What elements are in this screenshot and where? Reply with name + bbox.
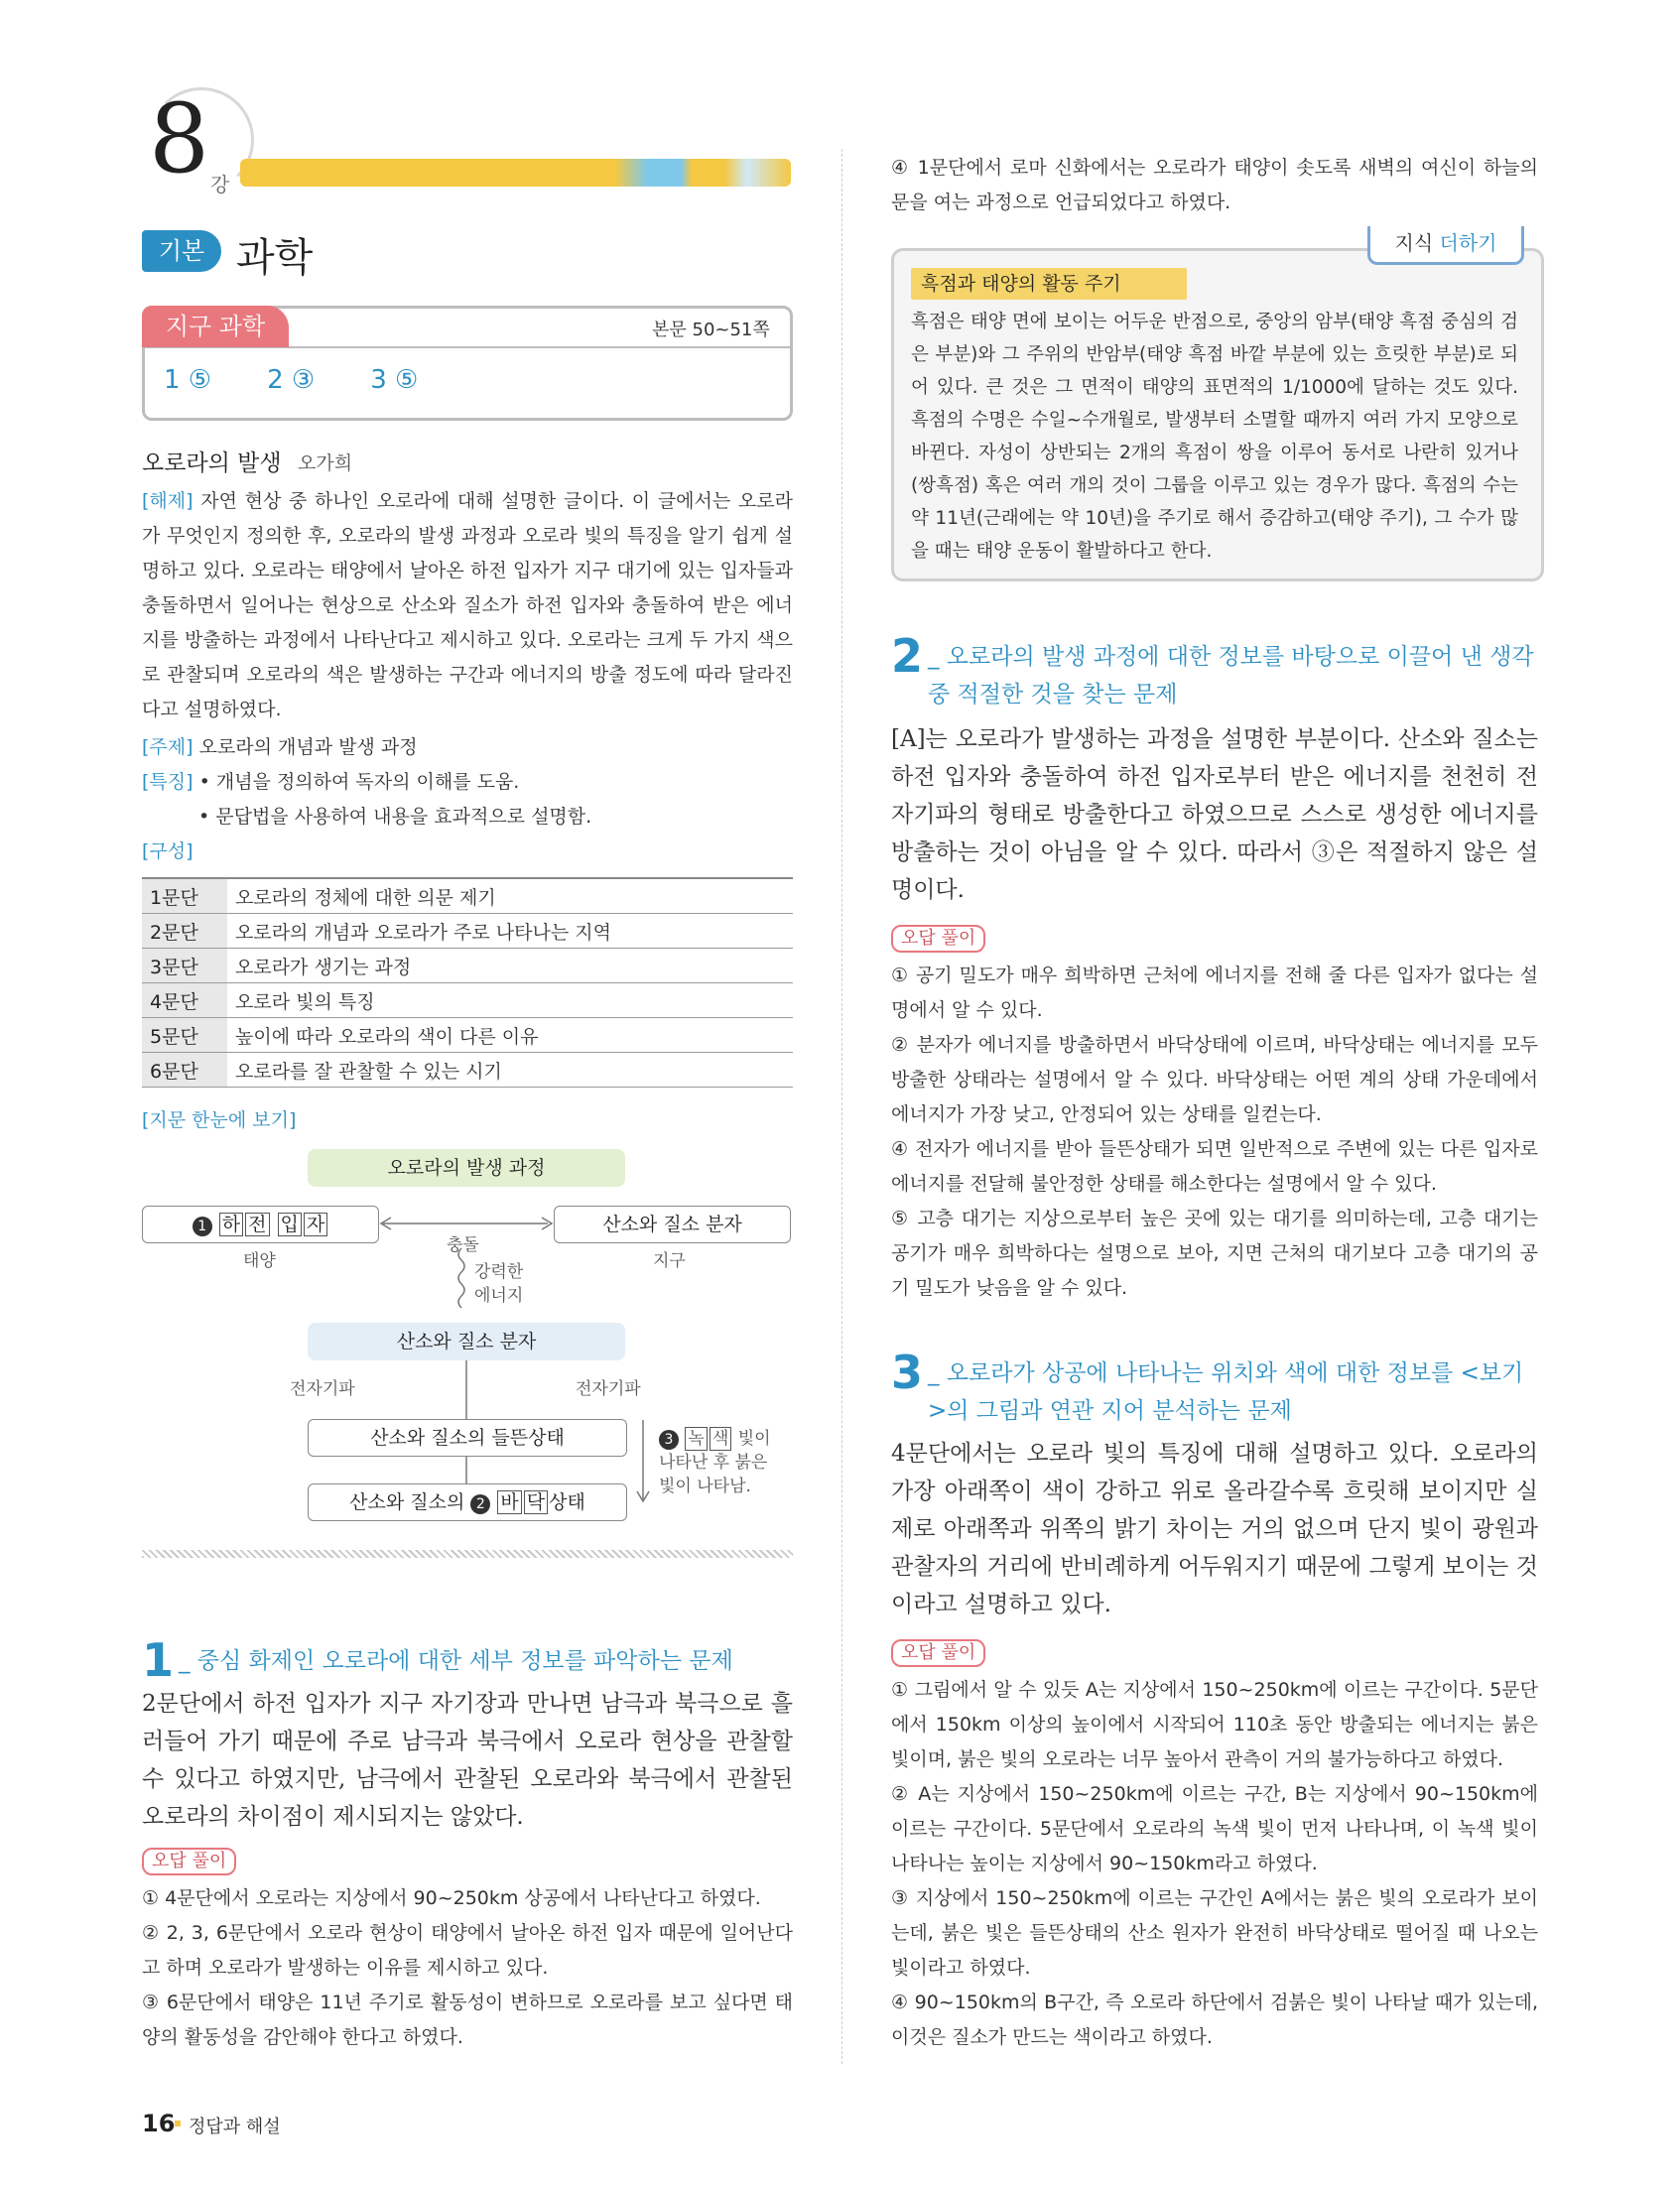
teukjing-block <box>142 765 793 835</box>
footer-dot <box>175 2121 181 2126</box>
question-number: 2 <box>891 629 924 683</box>
question-number: 1 <box>142 1633 175 1687</box>
answer-item: 3 ⑤ <box>370 365 419 395</box>
page-number: 16 <box>142 2110 176 2137</box>
table-row <box>142 914 793 949</box>
haeje-text: 자연 현상 중 하나인 오로라에 대해 설명한 글이다. 이 글에서는 오로라가 무엇인지 정의한 후, 오로라의 발생 과정과 오로라 빛의 특징을 알기 쉽게 설명하고 있다. 오로라는 태양에서 날아온 하전 입자가 지구 대기에 있는 입자들과 충돌하면서 일어나는 현상으로 산소와 질소가 하전 입자와 충돌하여 받은 에너지를 방출하는 과정에서 나타난다고 제시하고 있다. 오로라는 크게 두 가지 색으로 관찰되며 오로라의 색은 발생하는 구간과 에너지의 방출 정도에 따라 달라진다고 설명하였다. <box>142 490 793 720</box>
table-row <box>142 983 793 1018</box>
juje-text: 오로라의 개념과 발생 과정 <box>198 736 418 758</box>
table-row <box>142 1053 793 1088</box>
teukjing-item: • 문답법을 사용하여 내용을 효과적으로 설명함. <box>198 806 592 828</box>
desc-cell: 오로라 빛의 특징 <box>227 983 793 1018</box>
para-cell: 4문단 <box>142 983 227 1018</box>
earth-caption: 지구 <box>653 1251 686 1271</box>
knowledge-tab-prefix: 지식 <box>1394 231 1440 255</box>
haeje-paragraph <box>142 484 793 727</box>
molecule-box-middle: 산소와 질소 분자 <box>308 1323 625 1360</box>
subject-title: 과학 <box>236 235 314 281</box>
column-divider <box>841 149 842 2064</box>
wrong-answer-label-wrap <box>891 925 985 953</box>
wrong-answer-item: ④ 전자가 에너지를 받아 들뜬상태가 되면 일반적으로 주변에 있는 다른 입자로 에너지를 전달해 불안정한 상태를 해소한다는 설명에서 알 수 있다. <box>891 1138 1538 1195</box>
wrong-answer-label: 오답 풀이 <box>891 1639 985 1667</box>
blank-char: 닥 <box>524 1490 548 1514</box>
juje-line <box>142 730 793 765</box>
energy-label-line: 에너지 <box>474 1286 524 1306</box>
wrong-answer-label-wrap <box>891 1639 985 1667</box>
ground-prefix: 산소와 질소의 <box>349 1491 465 1513</box>
em-wave-right: 전자기파 <box>576 1379 641 1399</box>
question-explanation: [A]는 오로라가 발생하는 과정을 설명한 부분이다. 산소와 질소는 하전 입자와 충돌하여 하전 입자로부터 받은 에너지를 천천히 전자기파의 형태로 방출한다고 하였으므로 스스로 생성한 에너지를 방출하는 것이 아님을 알 수 있다. 따라서 ③은 적절하지 않은 설명이다. <box>891 726 1538 903</box>
collision-label: 충돌 <box>447 1235 479 1255</box>
wrong-answer-list <box>142 1881 793 2055</box>
knowledge-tab-suffix: 더하기 <box>1439 231 1497 255</box>
note-line: 빛이 <box>737 1429 771 1449</box>
basic-tag: 기본 <box>142 230 221 272</box>
desc-cell: 오로라의 개념과 오로라가 주로 나타나는 지역 <box>227 914 793 949</box>
para-cell: 1문단 <box>142 878 227 914</box>
diagram-arrows <box>377 1201 556 1320</box>
page-reference: 본문 50~51쪽 <box>652 320 770 340</box>
diagram-title: 오로라의 발생 과정 <box>308 1149 625 1187</box>
wrong-answer-item: ① 4문단에서 오로라는 지상에서 90~250km 상공에서 나타난다고 하였다. <box>142 1887 761 1909</box>
header-decor-bar <box>240 159 791 187</box>
energy-label-line: 강력한 <box>474 1262 524 1282</box>
wrong-answer-label: 오답 풀이 <box>142 1848 236 1875</box>
wrong-answer-item: ① 공기 밀도가 매우 희박하면 근처에 에너지를 전해 줄 다른 입자가 없다는 설명에서 알 수 있다. <box>891 965 1538 1021</box>
work-title: 오로라의 발생 <box>142 450 282 476</box>
answer-list <box>164 365 418 395</box>
light-order-note <box>659 1427 771 1498</box>
work-author: 오가희 <box>298 452 353 474</box>
para-cell: 3문단 <box>142 949 227 983</box>
structure-table-wrap <box>142 877 793 1088</box>
excited-state-box: 산소와 질소의 들뜬상태 <box>308 1419 627 1457</box>
blank-char: 전 <box>245 1213 269 1236</box>
note-line: 나타난 후 붉은 <box>659 1453 768 1473</box>
blank-char: 자 <box>304 1213 327 1236</box>
wrong-answer-item: ③ 지상에서 150~250km에 이르는 구간인 A에서는 붉은 빛의 오로라가 보이는데, 붉은 빛은 들뜬상태의 산소 원자가 완전히 바닥상태로 떨어질 때 나오는 빛이라고 하였다. <box>891 1887 1538 1979</box>
answer-item: 2 ③ <box>267 365 316 395</box>
juje-label: [주제] <box>142 736 194 758</box>
charged-particle-box <box>142 1206 379 1243</box>
wrong-answer-item: ② 2, 3, 6문단에서 오로라 현상이 태양에서 날아온 하전 입자 때문에 일어난다고 하며 오로라가 발생하는 이유를 제시하고 있다. <box>142 1922 793 1979</box>
wrong-answer-item: ④ 90~150km의 B구간, 즉 오로라 하단에서 검붉은 빛이 나타날 때가 있는데, 이것은 질소가 만드는 색이라고 하였다. <box>891 1992 1538 2048</box>
diagram-section-label: [지문 한눈에 보기] <box>142 1109 297 1131</box>
lesson-unit: 강 <box>210 173 230 196</box>
answer-category-tab: 지구 과학 <box>142 306 289 347</box>
lesson-number: 8 <box>149 83 210 194</box>
wrong-answer-label-wrap <box>142 1848 236 1875</box>
book-title: 정답과 해설 <box>189 2117 281 2137</box>
blank-char: 녹 <box>685 1427 707 1451</box>
ground-state-box <box>308 1483 627 1521</box>
molecule-box-earth: 산소와 질소 분자 <box>554 1206 791 1243</box>
question-number: 3 <box>891 1346 924 1399</box>
number-marker: 3 <box>659 1430 679 1450</box>
energy-label <box>474 1260 523 1308</box>
ground-suffix: 상태 <box>549 1491 585 1513</box>
desc-cell: 높이에 따라 오로라의 색이 다른 이유 <box>227 1018 793 1053</box>
haeje-label: [해제] <box>142 490 194 512</box>
wrong-answer-list <box>891 1673 1538 2055</box>
section-divider <box>142 1550 793 1558</box>
knowledge-body: 흑점은 태양 면에 보이는 어두운 반점으로, 중앙의 암부(태양 흑점 중심의 검은 부분)와 그 주위의 반암부(태양 흑점 바깥 부분에 있는 흐릿한 부분)로 되어 있다. 큰 것은 그 면적이 태양의 표면적의 1/1000에 달하는 것도 있다. 흑점의 수명은 수일~수개월로, 발생부터 소멸할 때까지 여러 가지 모양으로 바뀐다. 자성이 상반되는 2개의 흑점이 쌍을 이루어 동서로 나란히 있거나(쌍흑점) 혹은 여러 개의 것이 그룹을 이루고 있는 경우가 많다. 흑점의 수는 약 11년(근래에는 약 10년)을 주기로 해서 증감하고(태양 주기), 그 수가 많을 때는 태양 운동이 활발하다고 한다. <box>911 312 1518 562</box>
blank-char: 하 <box>219 1213 243 1236</box>
guseong-label: [구성] <box>142 840 194 862</box>
teukjing-item: • 개념을 정의하여 독자의 이해를 도움. <box>198 771 520 793</box>
table-row <box>142 949 793 983</box>
table-row <box>142 1018 793 1053</box>
wrong-answer-list <box>891 959 1538 1306</box>
question-title: _ 오로라가 상공에 나타나는 위치와 색에 대한 정보를 <보기>의 그림과 연관 지어 분석하는 문제 <box>928 1360 1524 1424</box>
wrong-answer-item: ① 그림에서 알 수 있듯 A는 지상에서 150~250km에 이르는 구간이다. 5문단에서 150km 이상의 높이에서 시작되어 110초 동안 방출되는 에너지는 붉은 빛이며, 붉은 빛의 오로라는 너무 높아서 관측이 거의 불가능하다고 하였다. <box>891 1679 1538 1770</box>
question-title: _ 오로라의 발생 과정에 대한 정보를 바탕으로 이끌어 낸 생각 중 적절한 것을 찾는 문제 <box>928 644 1534 708</box>
wrong-answer-item: ③ 6문단에서 태양은 11년 주기로 활동성이 변하므로 오로라를 보고 싶다면 태양의 활동성을 감안해야 한다고 하였다. <box>142 1992 793 2048</box>
table-row <box>142 878 793 914</box>
desc-cell: 오로라가 생기는 과정 <box>227 949 793 983</box>
note-line: 빛이 나타남. <box>659 1477 751 1496</box>
blank-char: 색 <box>710 1427 731 1451</box>
blank-char: 바 <box>497 1490 521 1514</box>
wrong-answer-item: ⑤ 고층 대기는 지상으로부터 높은 곳에 있는 대기를 의미하는데, 고층 대기는 공기가 매우 희박하다는 설명으로 보아, 지면 근처의 대기보다 고층 대기의 공기 밀도가 낮음을 알 수 있다. <box>891 1208 1538 1299</box>
question-title: _ 중심 화제인 오로라에 대한 세부 정보를 파악하는 문제 <box>179 1648 733 1674</box>
desc-cell: 오로라를 잘 관찰할 수 있는 시기 <box>227 1053 793 1088</box>
desc-cell: 오로라의 정체에 대한 의문 제기 <box>227 878 793 914</box>
question-explanation: 4문단에서는 오로라 빛의 특징에 대해 설명하고 있다. 오로라의 가장 아래쪽이 색이 강하고 위로 올라갈수록 흐릿해 보이지만 실제로 아래쪽과 위쪽의 밝기 차이는 거의 없으며 단지 빛이 광원과 관찰자의 거리에 반비례하게 어두워지기 때문에 그렇게 보이는 것이라고 설명하고 있다. <box>891 1441 1538 1617</box>
wrong-answer-item: ② A는 지상에서 150~250km에 이르는 구간, B는 지상에서 90~150km에 이르는 구간이다. 5문단에서 오로라의 녹색 빛이 먼저 나타나며, 이 녹색 빛이 나타나는 높이는 지상에서 90~150km라고 하였다. <box>891 1783 1538 1874</box>
wrong-answer-item: ② 분자가 에너지를 방출하면서 바닥상태에 이르며, 바닥상태는 에너지를 모두 방출한 상태라는 설명에서 알 수 있다. 바닥상태는 어떤 계의 상태 가운데에서 에너지가 가장 낮고, 안정되어 있는 상태를 일컫는다. <box>891 1034 1538 1125</box>
answer-item: 1 ⑤ <box>164 365 212 395</box>
structure-table <box>142 877 793 1088</box>
wrong-answer-label: 오답 풀이 <box>891 925 985 953</box>
em-wave-left: 전자기파 <box>290 1379 355 1399</box>
sun-caption: 태양 <box>243 1251 276 1271</box>
number-marker: 2 <box>470 1494 490 1514</box>
teukjing-label: [특징] <box>142 771 194 793</box>
question-explanation: 2문단에서 하전 입자가 지구 자기장과 만나면 남극과 북극으로 흘러들어 가기 때문에 주로 남극과 북극에서 오로라 현상을 관찰할 수 있다고 하였지만, 남극에서 관찰된 오로라와 북극에서 관찰된 오로라의 차이점이 제시되지는 않았다. <box>142 1691 793 1830</box>
knowledge-heading: 흑점과 태양의 활동 주기 <box>911 268 1187 300</box>
para-cell: 2문단 <box>142 914 227 949</box>
knowledge-tab <box>1367 226 1524 265</box>
para-cell: 5문단 <box>142 1018 227 1053</box>
blank-char: 입 <box>278 1213 302 1236</box>
q1-option-four: ④ 1문단에서 로마 신화에서는 오로라가 태양이 솟도록 새벽의 여신이 하늘의 문을 여는 과정으로 언급되었다고 하였다. <box>891 157 1538 213</box>
number-marker: 1 <box>193 1217 212 1236</box>
para-cell: 6문단 <box>142 1053 227 1088</box>
